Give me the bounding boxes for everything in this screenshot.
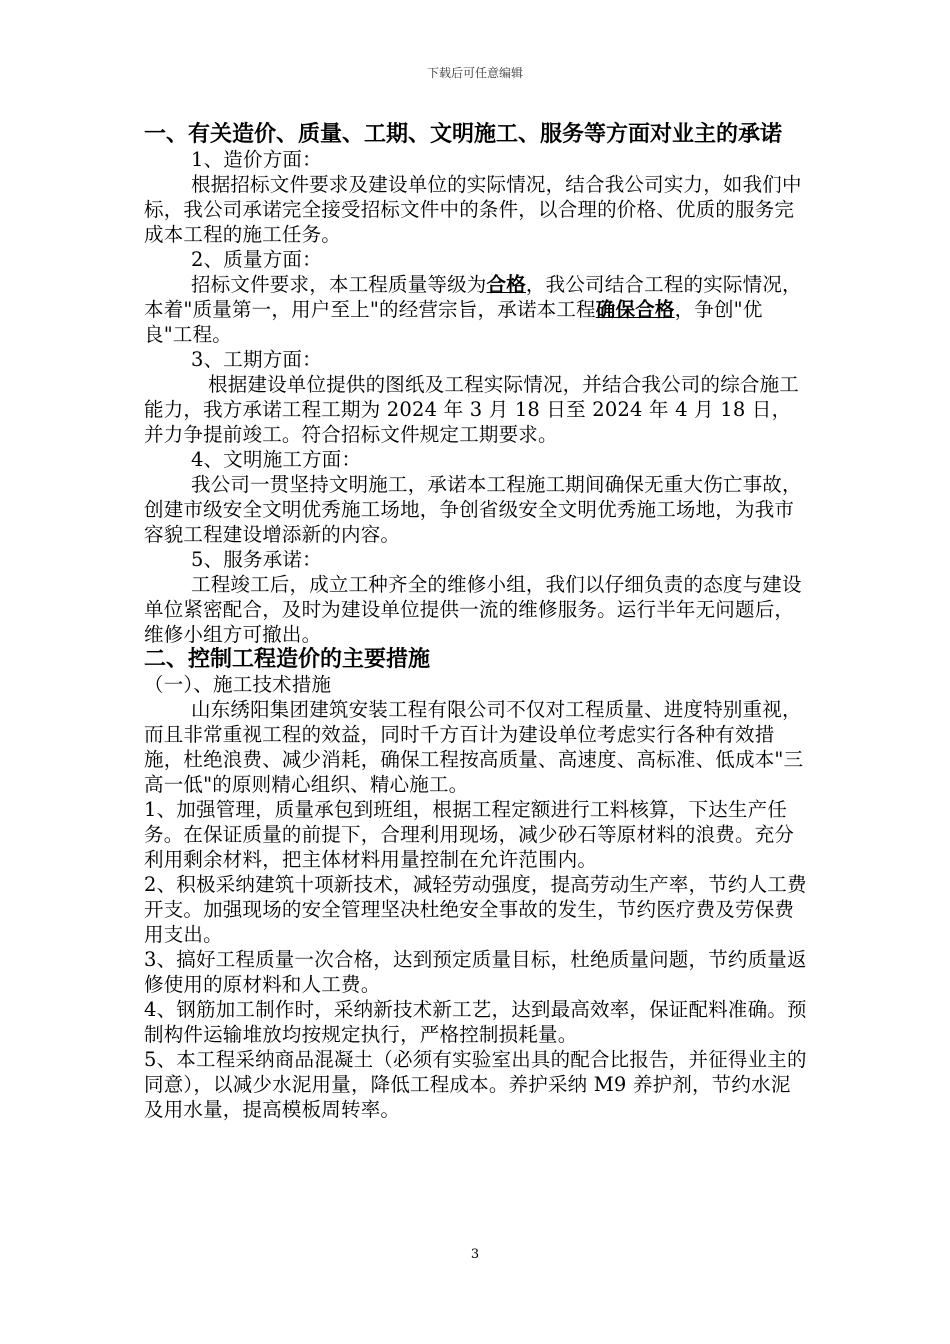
page-number: 3 — [470, 1247, 480, 1262]
period-paragraph: 根据建设单位提供的图纸及工程实际情况，并结合我公司的综合施工能力，我方承诺工程工期为 2024 年 3 月 18 日至 2024 年 4 月 18 日，并力争提前竣工。符合招标文件规定工期要求。 — [144, 373, 800, 446]
quality-text-c: ，争创"优良"工程。 — [144, 298, 763, 346]
measure-item-3: 3、搞好工程质量一次合格，达到预定质量目标，杜绝质量问题，节约质量返修使用的原材料和人工费。 — [144, 948, 807, 996]
section-1-title: 一、有关造价、质量、工期、文明施工、服务等方面对业主的承诺 — [144, 122, 783, 147]
measure-item-5: 5、本工程采纳商品混凝土（必须有实验室出具的配合比报告，并征得业主的同意），以减少水泥用量，降低工程成本。养护采纳 M9 养护剂，节约水泥及用水量，提高模板周转率。 — [144, 1048, 807, 1121]
cost-heading: 1、造价方面： — [191, 148, 322, 171]
service-paragraph: 工程竣工后，成立工种齐全的维修小组，我们以仔细负责的态度与建设单位紧密配合，及时为建设单位提供一流的维修服务。运行半年无问题后，维修小组方可撤出。 — [144, 573, 802, 646]
service-heading: 5、服务承诺： — [191, 548, 322, 571]
section-2-subtitle: （一）、施工技术措施 — [144, 673, 332, 696]
measure-item-1: 1、加强管理，质量承包到班组，根据工程定额进行工料核算，下达生产任务。在保证质量的前提下，合理利用现场，减少砂石等原材料的浪费。充分利用剩余材料，把主体材料用量控制在允许范围内。 — [144, 798, 795, 871]
period-heading: 3、工期方面： — [191, 348, 322, 371]
quality-paragraph — [144, 272, 810, 347]
page-header: 下载后可任意编辑 — [426, 66, 523, 80]
civil-paragraph: 我公司一贯坚持文明施工，承诺本工程施工期间确保无重大伤亡事故，创建市级安全文明优秀施工场地，争创省级安全文明优秀施工场地，为我市容貌工程建设增添新的内容。 — [144, 473, 802, 546]
measure-item-4: 4、钢筋加工制作时，采纳新技术新工艺，达到最高效率，保证配料准确。预制构件运输堆放均按规定执行，严格控制损耗量。 — [144, 998, 807, 1046]
quality-grade-underlined: 合格 — [486, 273, 526, 296]
quality-text-a: 招标文件要求，本工程质量等级为 — [191, 273, 487, 296]
section-2-intro: 山东绣阳集团建筑安装工程有限公司不仅对工程质量、进度特别重视，而且非常重视工程的效益，同时千方百计为建设单位考虑实行各种有效措施，杜绝浪费、减少消耗，确保工程按高质量、高速度、高标准、低成本"三高一低"的原则精心组织、精心施工。 — [144, 698, 804, 796]
quality-assure-underlined: 确保合格 — [595, 298, 675, 321]
civil-heading: 4、文明施工方面： — [191, 448, 362, 471]
measure-item-2: 2、积极采纳建筑十项新技术，减轻劳动强度，提高劳动生产率，节约人工费开支。加强现场的安全管理坚决杜绝安全事故的发生，节约医疗费及劳保费用支出。 — [144, 873, 807, 946]
document-body — [144, 122, 810, 1122]
section-2-title: 二、控制工程造价的主要措施 — [144, 647, 431, 672]
quality-heading: 2、质量方面： — [191, 248, 322, 271]
cost-paragraph: 根据招标文件要求及建设单位的实际情况，结合我公司实力，如我们中标，我公司承诺完全接受招标文件中的条件，以合理的价格、优质的服务完成本工程的施工任务。 — [144, 173, 802, 246]
quality-text-b: ，我公司结合工程的实际情况，本着"质量第一，用户至上"的经营宗旨，承诺本工程 — [144, 273, 802, 321]
